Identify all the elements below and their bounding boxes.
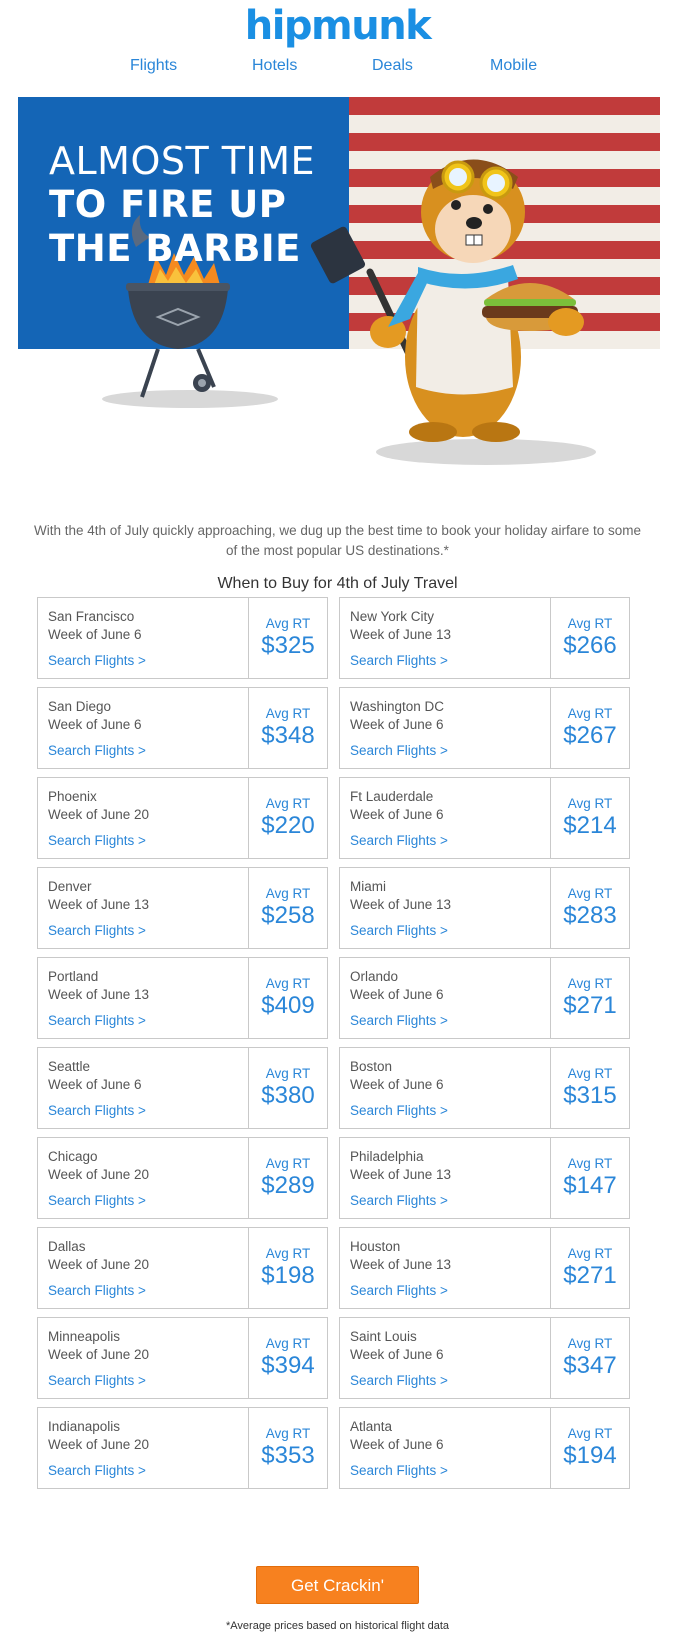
destination-price-box: [551, 778, 629, 858]
destination-week: Week of June 20: [48, 807, 150, 822]
destination-week: Week of June 6: [350, 1347, 444, 1362]
search-flights-link[interactable]: Search Flights >: [350, 1283, 448, 1298]
destination-city: Minneapolis: [48, 1329, 121, 1344]
top-nav: [0, 56, 675, 80]
destination-price: $289: [261, 1172, 315, 1199]
destination-city: Saint Louis: [350, 1329, 417, 1344]
avg-rt-label: Avg RT: [265, 976, 311, 991]
destination-price-box: [249, 688, 327, 768]
search-flights-link[interactable]: Search Flights >: [350, 743, 448, 758]
destination-card[interactable]: [339, 687, 630, 769]
destination-city: Dallas: [48, 1239, 86, 1254]
avg-rt-label: Avg RT: [265, 706, 311, 721]
destination-price: $394: [261, 1352, 315, 1379]
avg-rt-label: Avg RT: [567, 1066, 613, 1081]
destination-info: [38, 868, 249, 948]
destination-card[interactable]: [339, 867, 630, 949]
chipmunk-shadow: [376, 439, 596, 465]
destination-info: [340, 958, 551, 1038]
avg-rt-label: Avg RT: [265, 1426, 311, 1441]
search-flights-link[interactable]: Search Flights >: [350, 1463, 448, 1478]
intro-text: With the 4th of July quickly approaching, we dug up the best time to book your holiday airfare to some of the most popular US destinations.*: [33, 523, 642, 558]
hero-line-3: THE BARBIE: [49, 227, 301, 270]
destination-price: $220: [261, 812, 315, 839]
destination-price-box: [249, 598, 327, 678]
hipmunk-logo[interactable]: hipmunk: [244, 3, 431, 49]
destination-price: $380: [261, 1082, 315, 1109]
search-flights-link[interactable]: Search Flights >: [48, 1283, 146, 1298]
destination-info: [38, 1408, 249, 1488]
destination-week: Week of June 13: [48, 987, 150, 1002]
destination-info: [340, 868, 551, 948]
destination-price-box: [249, 1408, 327, 1488]
destination-price: $198: [261, 1262, 315, 1289]
destination-price-box: [551, 958, 629, 1038]
destination-week: Week of June 6: [350, 1077, 444, 1092]
destination-week: Week of June 6: [350, 1437, 444, 1452]
destination-week: Week of June 20: [48, 1347, 150, 1362]
avg-rt-label: Avg RT: [265, 796, 311, 811]
nav-flights-link[interactable]: Flights: [130, 57, 178, 74]
destination-city: Ft Lauderdale: [350, 789, 434, 804]
destination-price-box: [249, 1138, 327, 1218]
destination-card[interactable]: [339, 597, 630, 679]
search-flights-link[interactable]: Search Flights >: [350, 653, 448, 668]
hero-line-1: ALMOST TIME: [49, 139, 315, 183]
destination-price-box: [551, 1048, 629, 1128]
destination-price: $267: [563, 722, 617, 749]
destination-price-box: [249, 1048, 327, 1128]
hero-banner[interactable]: [18, 97, 660, 477]
destination-info: [340, 778, 551, 858]
destination-price: $266: [563, 632, 617, 659]
destination-price-box: [551, 688, 629, 768]
avg-rt-label: Avg RT: [567, 616, 613, 631]
search-flights-link[interactable]: Search Flights >: [350, 1373, 448, 1388]
search-flights-link[interactable]: Search Flights >: [48, 1103, 146, 1118]
search-flights-link[interactable]: Search Flights >: [48, 653, 146, 668]
destination-city: Denver: [48, 879, 92, 894]
grill-shadow: [102, 390, 278, 408]
destination-city: San Diego: [48, 699, 112, 714]
section-title: When to Buy for 4th of July Travel: [217, 575, 458, 592]
avg-rt-label: Avg RT: [567, 796, 613, 811]
destination-info: [38, 778, 249, 858]
destination-price: $409: [261, 992, 315, 1019]
search-flights-link[interactable]: Search Flights >: [48, 1013, 146, 1028]
avg-rt-label: Avg RT: [265, 1246, 311, 1261]
destination-price-box: [249, 778, 327, 858]
nav-deals-link[interactable]: Deals: [372, 57, 413, 74]
destination-card[interactable]: [37, 867, 328, 949]
destination-price-box: [551, 1318, 629, 1398]
destination-week: Week of June 20: [48, 1257, 150, 1272]
destination-week: Week of June 13: [350, 627, 452, 642]
destination-info: [38, 958, 249, 1038]
destination-price: $194: [563, 1442, 617, 1469]
destination-city: Atlanta: [350, 1419, 393, 1434]
destination-price-box: [249, 868, 327, 948]
avg-rt-label: Avg RT: [567, 976, 613, 991]
destination-card[interactable]: [37, 1317, 328, 1399]
destination-card[interactable]: [339, 1317, 630, 1399]
destination-price: $347: [563, 1352, 617, 1379]
destination-price: $214: [563, 812, 617, 839]
nav-hotels-link[interactable]: Hotels: [252, 57, 298, 74]
destination-info: [340, 688, 551, 768]
destination-card[interactable]: [37, 1227, 328, 1309]
destination-card[interactable]: [37, 777, 328, 859]
destination-price: $283: [563, 902, 617, 929]
avg-rt-label: Avg RT: [265, 886, 311, 901]
destination-city: Boston: [350, 1059, 393, 1074]
destination-week: Week of June 6: [350, 807, 444, 822]
destination-info: [38, 1228, 249, 1308]
destination-city: Phoenix: [48, 789, 97, 804]
destination-price: $348: [261, 722, 315, 749]
hero-line-2: TO FIRE UP: [49, 183, 287, 226]
search-flights-link[interactable]: Search Flights >: [350, 1193, 448, 1208]
search-flights-link[interactable]: Search Flights >: [48, 833, 146, 848]
destination-card[interactable]: [339, 1227, 630, 1309]
destination-week: Week of June 6: [350, 717, 444, 732]
destination-price: $315: [563, 1082, 617, 1109]
destination-info: [340, 1228, 551, 1308]
destination-price-box: [551, 598, 629, 678]
destination-week: Week of June 20: [48, 1437, 150, 1452]
destination-week: Week of June 13: [350, 897, 452, 912]
avg-rt-label: Avg RT: [265, 616, 311, 631]
avg-rt-label: Avg RT: [265, 1336, 311, 1351]
destination-price: $271: [563, 992, 617, 1019]
destination-city: Indianapolis: [48, 1419, 121, 1434]
destination-info: [38, 598, 249, 678]
destination-week: Week of June 13: [350, 1167, 452, 1182]
avg-rt-label: Avg RT: [265, 1066, 311, 1081]
destination-info: [340, 1048, 551, 1128]
destination-info: [38, 1318, 249, 1398]
destination-week: Week of June 6: [48, 627, 142, 642]
destination-week: Week of June 6: [48, 717, 142, 732]
search-flights-link[interactable]: Search Flights >: [350, 833, 448, 848]
footnote: *Average prices based on historical flight data: [226, 1620, 449, 1632]
avg-rt-label: Avg RT: [567, 706, 613, 721]
destination-info: [340, 598, 551, 678]
destination-info: [340, 1318, 551, 1398]
destination-card[interactable]: [339, 777, 630, 859]
destination-info: [340, 1138, 551, 1218]
destination-card[interactable]: [37, 1047, 328, 1129]
destination-price-box: [249, 1228, 327, 1308]
destination-price-box: [551, 868, 629, 948]
destination-card[interactable]: [37, 1137, 328, 1219]
destination-card[interactable]: [339, 1407, 630, 1489]
destination-price-box: [249, 958, 327, 1038]
search-flights-link[interactable]: Search Flights >: [48, 923, 146, 938]
search-flights-link[interactable]: Search Flights >: [48, 1373, 146, 1388]
destination-card[interactable]: [37, 1407, 328, 1489]
destination-week: Week of June 6: [350, 987, 444, 1002]
destination-info: [38, 1048, 249, 1128]
destination-city: Philadelphia: [350, 1149, 424, 1164]
hero-headline: [49, 139, 315, 271]
destination-price: $258: [261, 902, 315, 929]
get-crackin-button[interactable]: Get Crackin': [256, 1566, 419, 1604]
destination-price: $353: [261, 1442, 315, 1469]
destination-city: Orlando: [350, 969, 399, 984]
avg-rt-label: Avg RT: [567, 1336, 613, 1351]
search-flights-link[interactable]: Search Flights >: [350, 1103, 448, 1118]
destination-week: Week of June 13: [48, 897, 150, 912]
destination-info: [38, 1138, 249, 1218]
destination-city: San Francisco: [48, 609, 135, 624]
destination-price-box: [249, 1318, 327, 1398]
destination-info: [38, 688, 249, 768]
avg-rt-label: Avg RT: [567, 1426, 613, 1441]
destination-week: Week of June 20: [48, 1167, 150, 1182]
destination-card[interactable]: [339, 1137, 630, 1219]
destination-info: [340, 1408, 551, 1488]
avg-rt-label: Avg RT: [567, 886, 613, 901]
avg-rt-label: Avg RT: [265, 1156, 311, 1171]
search-flights-link[interactable]: Search Flights >: [350, 923, 448, 938]
destination-price-box: [551, 1228, 629, 1308]
destination-city: Washington DC: [350, 699, 445, 714]
destination-price: $147: [563, 1172, 617, 1199]
destination-city: New York City: [350, 609, 435, 624]
destination-city: Portland: [48, 969, 99, 984]
destination-card[interactable]: [37, 597, 328, 679]
destination-price: $271: [563, 1262, 617, 1289]
destination-city: Seattle: [48, 1059, 91, 1074]
search-flights-link[interactable]: Search Flights >: [48, 743, 146, 758]
nav-mobile-link[interactable]: Mobile: [490, 57, 538, 74]
destination-card[interactable]: [339, 957, 630, 1039]
destination-card[interactable]: [37, 687, 328, 769]
search-flights-link[interactable]: Search Flights >: [48, 1463, 146, 1478]
destination-week: Week of June 13: [350, 1257, 452, 1272]
avg-rt-label: Avg RT: [567, 1156, 613, 1171]
destination-card[interactable]: [37, 957, 328, 1039]
destination-week: Week of June 6: [48, 1077, 142, 1092]
destination-city: Chicago: [48, 1149, 98, 1164]
destination-price-box: [551, 1138, 629, 1218]
avg-rt-label: Avg RT: [567, 1246, 613, 1261]
destination-city: Miami: [350, 879, 386, 894]
destination-city: Houston: [350, 1239, 401, 1254]
search-flights-link[interactable]: Search Flights >: [48, 1193, 146, 1208]
destination-card[interactable]: [339, 1047, 630, 1129]
search-flights-link[interactable]: Search Flights >: [350, 1013, 448, 1028]
destination-price-box: [551, 1408, 629, 1488]
destination-price: $325: [261, 632, 315, 659]
